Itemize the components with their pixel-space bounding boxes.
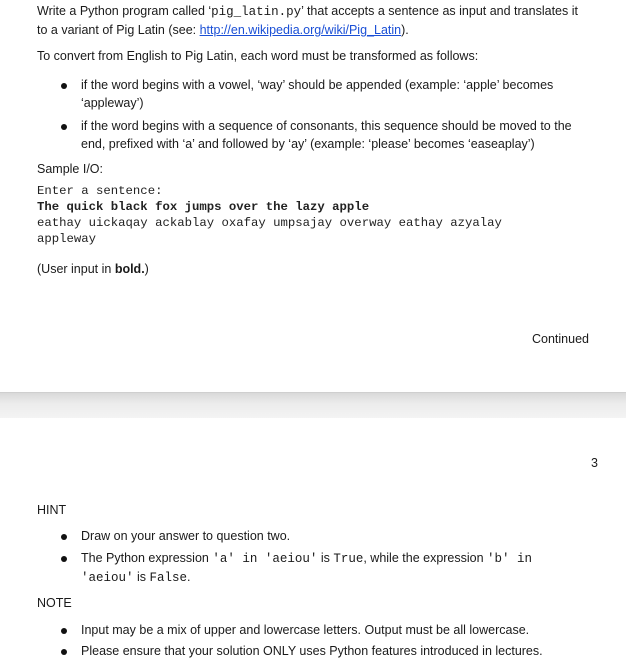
sample-input: The quick black fox jumps over the lazy apple	[37, 200, 370, 214]
rule-text: end, prefixed with ‘a’ and followed by ‘ay’ (example: ‘please’ becomes ‘easeaplay’)	[81, 137, 535, 151]
code-value: False	[149, 571, 188, 585]
code-expression: 'aeiou'	[81, 571, 134, 585]
bullet-icon	[61, 534, 67, 540]
note-text: Input may be a mix of upper and lowercase letters. Output must be all lowercase.	[81, 623, 530, 637]
notes-list	[81, 621, 591, 660]
intro-text: ).	[401, 23, 409, 37]
intro-text: ’ that accepts a sentence as input and translates it	[301, 4, 578, 18]
sample-io-block	[37, 183, 502, 247]
bullet-icon	[61, 556, 67, 562]
bullet-icon	[61, 649, 67, 655]
code-expression: 'b' in	[487, 552, 533, 566]
note-bold-text: bold.	[114, 262, 145, 276]
rule-item	[81, 117, 591, 153]
user-input-note	[37, 260, 149, 278]
hint-text: Draw on your answer to question two.	[81, 529, 291, 543]
intro-paragraph	[37, 2, 597, 39]
hints-list	[81, 527, 581, 587]
hint-item	[81, 549, 581, 587]
bullet-icon	[61, 628, 67, 634]
sample-output: appleway	[37, 232, 97, 246]
intro-text: to a variant of Pig Latin (see:	[37, 23, 200, 37]
sample-output: eathay uickaqay ackablay oxafay umpsajay overway eathay azyalay	[37, 216, 502, 230]
hint-text: The Python expression	[81, 551, 213, 565]
note-heading: NOTE	[37, 596, 72, 610]
note-text: (User input in	[37, 262, 115, 276]
continued-label: Continued	[532, 332, 589, 346]
convert-instructions: To convert from English to Pig Latin, each word must be transformed as follows:	[37, 49, 479, 63]
sample-io-heading: Sample I/O:	[37, 162, 103, 176]
sample-prompt: Enter a sentence:	[37, 184, 163, 198]
rule-item	[81, 76, 591, 112]
rule-text: if the word begins with a vowel, ‘way’ should be appended (example: ‘apple’ becomes	[81, 78, 554, 92]
hint-text: is	[317, 551, 334, 565]
bullet-icon	[61, 124, 67, 130]
hint-heading: HINT	[37, 503, 67, 517]
hint-text: is	[133, 570, 150, 584]
intro-text: Write a Python program called ‘	[37, 4, 212, 18]
note-text: )	[144, 262, 149, 276]
hint-text: , while the expression	[363, 551, 488, 565]
rule-text: if the word begins with a sequence of consonants, this sequence should be moved to the	[81, 119, 572, 133]
bullet-icon	[61, 83, 67, 89]
page-2	[0, 418, 626, 659]
rule-text: ‘appleway’)	[81, 96, 144, 110]
hint-item	[81, 527, 581, 545]
note-text: Please ensure that your solution ONLY uses Python features introduced in lectures.	[81, 644, 543, 658]
note-item	[81, 621, 591, 639]
page-separator	[0, 392, 626, 420]
wikipedia-link[interactable]: http://en.wikipedia.org/wiki/Pig_Latin	[199, 23, 402, 37]
code-expression: 'a' in 'aeiou'	[212, 552, 318, 566]
code-value: True	[333, 552, 364, 566]
filename-code: pig_latin.py	[211, 5, 302, 19]
rules-list	[81, 76, 591, 153]
page-number: 3	[591, 456, 598, 470]
hint-text: .	[187, 570, 191, 584]
note-item	[81, 642, 591, 660]
